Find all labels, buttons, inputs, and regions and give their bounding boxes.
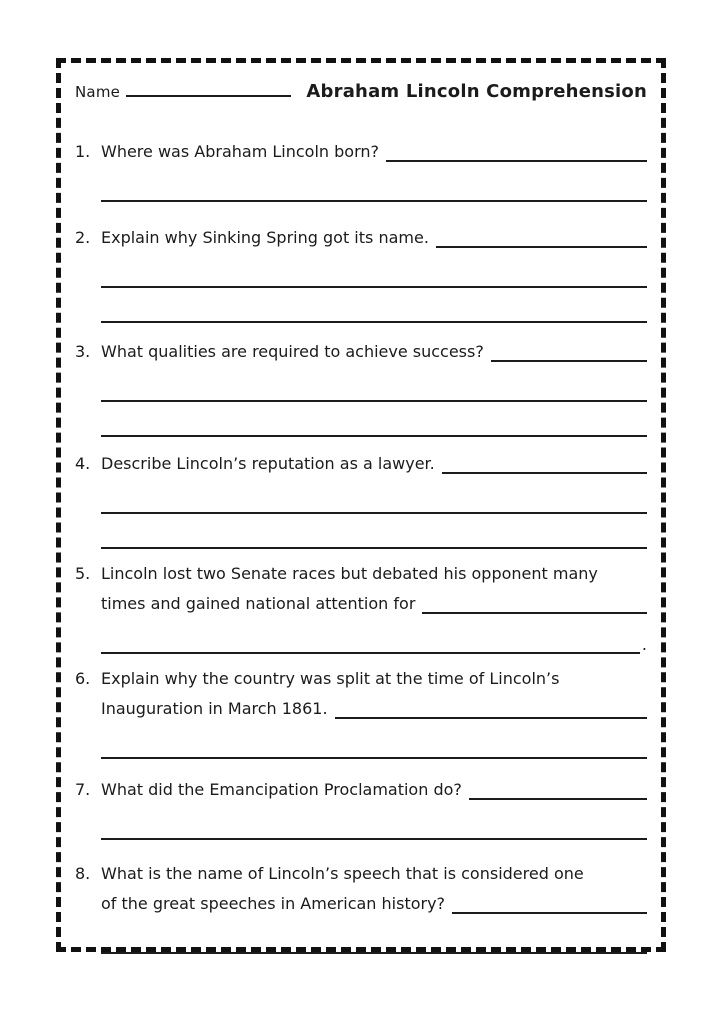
question-4 xyxy=(75,449,647,549)
answer-blank-inline[interactable] xyxy=(452,889,647,919)
answer-line[interactable] xyxy=(101,479,647,514)
question-text: Where was Abraham Lincoln born? xyxy=(101,142,380,161)
question-number: 8. xyxy=(75,864,91,883)
question-text: Lincoln lost two Senate races but debated his opponent many xyxy=(101,564,598,583)
question-text: Describe Lincoln’s reputation as a lawyer. xyxy=(101,454,435,473)
question-number: 2. xyxy=(75,228,91,247)
question-number: 1. xyxy=(75,142,91,161)
worksheet-header xyxy=(75,79,647,109)
name-label: Name xyxy=(75,83,121,101)
worksheet-page xyxy=(56,58,666,952)
answer-line[interactable] xyxy=(101,619,640,654)
name-blank-field[interactable] xyxy=(126,79,291,97)
question-7 xyxy=(75,775,647,840)
answer-blank-inline[interactable] xyxy=(491,337,647,367)
question-8 xyxy=(75,859,647,954)
question-text: Explain why the country was split at the time of Lincoln’s xyxy=(101,669,560,688)
question-3 xyxy=(75,337,647,437)
question-2 xyxy=(75,223,647,323)
question-text: of the great speeches in American history? xyxy=(101,894,446,913)
answer-line[interactable] xyxy=(101,919,647,954)
answer-blank-inline[interactable] xyxy=(469,775,647,805)
question-number: 5. xyxy=(75,564,91,583)
question-number: 6. xyxy=(75,669,91,688)
question-text: Inauguration in March 1861. xyxy=(101,699,328,718)
answer-line[interactable] xyxy=(101,514,647,549)
question-5 xyxy=(75,559,647,654)
answer-blank-inline[interactable] xyxy=(335,694,647,724)
answer-line[interactable] xyxy=(101,288,647,323)
answer-line[interactable] xyxy=(101,805,647,840)
answer-line[interactable] xyxy=(101,367,647,402)
answer-blank-inline[interactable] xyxy=(422,589,647,619)
answer-line[interactable] xyxy=(101,402,647,437)
answer-blank-inline[interactable] xyxy=(442,449,647,479)
question-number: 7. xyxy=(75,780,91,799)
question-number: 3. xyxy=(75,342,91,361)
question-text: Explain why Sinking Spring got its name. xyxy=(101,228,429,247)
question-1 xyxy=(75,137,647,202)
question-text: times and gained national attention for xyxy=(101,594,416,613)
question-text: What qualities are required to achieve success? xyxy=(101,342,484,361)
answer-line[interactable] xyxy=(101,253,647,288)
answer-line[interactable] xyxy=(101,167,647,202)
answer-line[interactable] xyxy=(101,724,647,759)
sentence-period: . xyxy=(641,635,647,654)
answer-blank-inline[interactable] xyxy=(436,223,647,253)
page-title: Abraham Lincoln Comprehension xyxy=(306,81,647,102)
question-number: 4. xyxy=(75,454,91,473)
question-6 xyxy=(75,664,647,759)
question-text: What is the name of Lincoln’s speech that is considered one xyxy=(101,864,584,883)
answer-blank-inline[interactable] xyxy=(386,137,647,167)
question-text: What did the Emancipation Proclamation do? xyxy=(101,780,462,799)
